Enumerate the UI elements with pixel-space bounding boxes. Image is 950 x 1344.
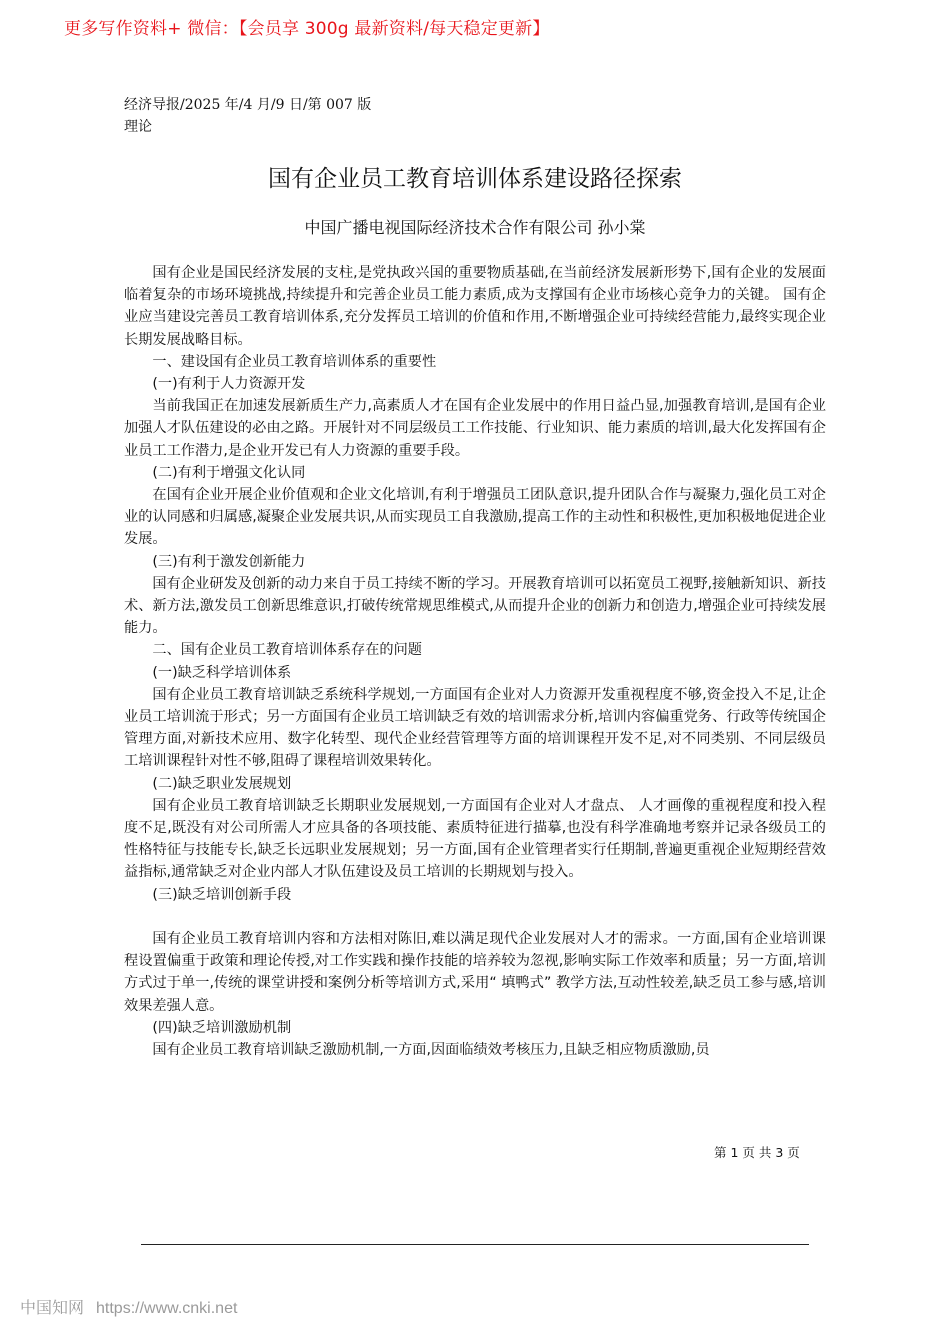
article-title: 国有企业员工教育培训体系建设路径探索 [268,166,682,192]
cnki-url[interactable]: https://www.cnki.net [96,1300,238,1317]
paragraph: 当前我国正在加速发展新质生产力,高素质人才在国有企业发展中的作用日益凸显,加强教育培训,是国有企业加强人才队伍建设的必由之路。开展针对不同层级员工工作技能、行业知识、能力素质的培训,最大化发挥国有企业员工工作潜力,是企业开发已有人力资源的重要手段。 [124,398,826,459]
footer-watermark [20,1295,237,1318]
subheading-2-2: (二)缺乏职业发展规划 [152,775,292,792]
section-heading-1: 一、建设国有企业员工教育培训体系的重要性 [152,353,437,370]
paragraph: 国有企业员工教育培训缺乏激励机制,一方面,因面临绩效考核压力,且缺乏相应物质激励,员 [152,1041,710,1058]
cnki-logo-text: 中国知网 [20,1298,85,1317]
article-body [124,262,826,1061]
subheading-1-1: (一)有利于人力资源开发 [152,376,306,393]
paragraph-intro: 国有企业是国民经济发展的支柱,是党执政兴国的重要物质基础,在当前经济发展新形势下,国有企业的发展面临着复杂的市场环境挑战,持续提升和完善企业员工能力素质,成为支撑国有企业市场核心竞争力的关键。 国有企业应当建设完善员工教育培训体系,充分发挥员工培训的价值和作用,不断增强企业可持续经营能力,最终实现企业长期发展战略目标。 [124,265,826,348]
paragraph: 国有企业员工教育培训内容和方法相对陈旧,难以满足现代企业发展对人才的需求。一方面,国有企业培训课程设置偏重于政策和理论传授,对工作实践和操作技能的培养较为忽视,影响实际工作效率和质量；另一方面,培训方式过于单一,传统的课堂讲授和案例分析等培训方式,采用“ 填鸭式” 教学方法,互动性较差,缺乏员工参与感,培训效果差强人意。 [124,930,826,1014]
author-line: 中国广播电视国际经济技术合作有限公司 孙小棠 [304,218,646,237]
subheading-1-3: (三)有利于激发创新能力 [152,553,306,570]
promo-banner: 更多写作资料+ 微信：【会员享 300g 最新资料/每天稳定更新】 [64,19,550,39]
paragraph: 国有企业员工教育培训缺乏长期职业发展规划,一方面国有企业对人才盘点、 人才画像的重视程度和投入程度不足,既没有对公司所需人才应具备的各项技能、素质特征进行描摹,也没有科学准确地考察并记录各级员工的性格特征与技能专长,缺乏长远职业发展规划；另一方面,国有企业管理者实行任期制,普遍更重视企业短期经营效益指标,通常缺乏对企业内部人才队伍建设及员工培训的长期规划与投入。 [124,797,826,881]
subheading-2-1: (一)缺乏科学培训体系 [152,664,292,681]
paragraph: 在国有企业开展企业价值观和企业文化培训,有利于增强员工团队意识,提升团队合作与凝聚力,强化员工对企业的认同感和归属感,凝聚企业发展共识,从而实现员工自我激励,提高工作的主动性和积极性,更加积极地促进企业发展。 [124,487,826,548]
page-number: 第 1 页 共 3 页 [714,1145,800,1160]
paragraph: 国有企业研发及创新的动力来自于员工持续不断的学习。开展教育培训可以拓宽员工视野,接触新知识、新技术、新方法,激发员工创新思维意识,打破传统常规思维模式,从而提升企业的创新力和创造力,增强企业可持续发展能力。 [124,575,826,637]
paragraph: 国有企业员工教育培训缺乏系统科学规划,一方面国有企业对人力资源开发重视程度不够,资金投入不足,让企业员工培训流于形式；另一方面国有企业员工培训缺乏有效的培训需求分析,培训内容偏重党务、行政等传统国企管理方面,对新技术应用、数字化转型、现代企业经营管理等方面的培训课程开发不足,对不同类别、不同层级员工培训课程针对性不够,阻碍了课程培训效果转化。 [124,686,826,770]
subheading-2-4: (四)缺乏培训激励机制 [152,1019,292,1036]
subheading-1-2: (二)有利于增强文化认同 [152,464,306,481]
subheading-2-3: (三)缺乏培训创新手段 [152,886,292,903]
source-line: 经济导报/2025 年/4 月/9 日/第 007 版理论 [124,97,372,135]
section-heading-2: 二、国有企业员工教育培训体系存在的问题 [152,642,422,659]
footer-divider [141,1244,809,1245]
